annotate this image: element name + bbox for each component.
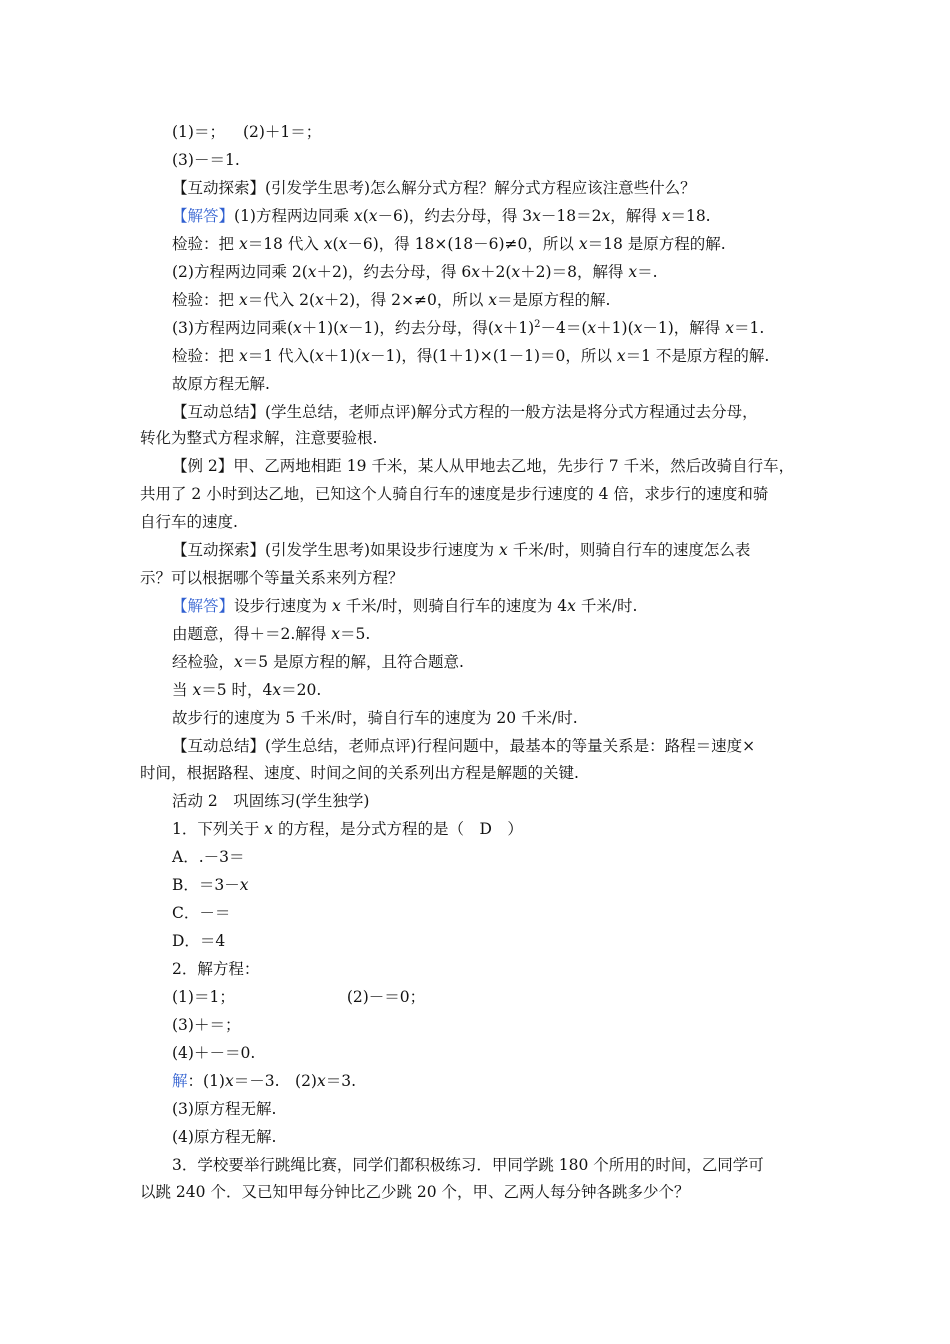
text: ＝5 时，4 <box>201 681 273 699</box>
text: ＝5 是原方程的解，且符合题意. <box>242 653 464 671</box>
exercise-line-1-2 <box>172 122 321 142</box>
var: x <box>471 263 480 281</box>
text: (1)＝； <box>172 123 225 141</box>
var: x <box>331 597 341 615</box>
var: x <box>353 207 363 225</box>
var: x <box>272 681 282 699</box>
text: 【互动探索】(引发学生思考)如果设步行速度为 <box>172 541 500 559</box>
question-1 <box>172 819 523 839</box>
text: ＝18 是原方程的解. <box>587 235 726 253</box>
answer-line-1 <box>172 206 711 226</box>
answer-line-4 <box>172 290 610 310</box>
text: ＝3. <box>325 1072 357 1090</box>
answer-tag: 【解答】 <box>172 597 235 615</box>
text: 经检验， <box>172 653 235 671</box>
var: x <box>238 291 248 309</box>
answer-line-7: 故原方程无解. <box>172 375 270 393</box>
text: ＝1. <box>733 319 765 337</box>
text: (2)＋1＝； <box>242 123 322 141</box>
text: ＝是原方程的解. <box>497 291 611 309</box>
text: 检验：把 <box>172 235 239 253</box>
explore-question-1: 【互动探索】(引发学生思考)怎么解分式方程？解分式方程应该注意些什么？ <box>172 179 696 197</box>
var: x <box>234 653 243 671</box>
text: ＝18. <box>670 207 711 225</box>
answer-2-line-2 <box>172 624 370 644</box>
var: x <box>725 319 734 337</box>
text: ＝5. <box>339 625 371 643</box>
text: －1)，得(1＋1)×(1－1)＝0，所以 <box>370 347 617 365</box>
activity-2-heading: 活动 2 巩固练习(学生独学) <box>172 792 370 810</box>
solution-line-1 <box>172 1071 356 1091</box>
question-3-line-1: 3．学校要举行跳绳比赛，同学们都积极练习．甲同学跳 180 个所用的时间，乙同学可 <box>172 1156 764 1174</box>
var: x <box>224 1072 234 1090</box>
var: x <box>532 207 541 225</box>
text: ( <box>332 235 339 253</box>
question-2-part-3: (3)＋＝； <box>172 1016 241 1034</box>
var: x <box>616 347 626 365</box>
text: 由题意，得＋＝2.解得 <box>172 625 332 643</box>
summary-1-line-2: 转化为整式方程求解，注意要验根. <box>140 429 378 447</box>
text: ＋2)，得 2×≠0，所以 <box>323 291 489 309</box>
exercise-line-3: (3)－＝1. <box>172 151 240 169</box>
var: x <box>368 207 378 225</box>
text: －4＝( <box>540 319 588 337</box>
text: (3)方程两边同乘( <box>172 319 294 337</box>
text: ＝代入 2( <box>247 291 316 309</box>
var: x <box>633 319 643 337</box>
text: 千米/时，则骑自行车的速度怎么表 <box>507 541 751 559</box>
var: x <box>315 347 324 365</box>
var: x <box>239 876 249 894</box>
answer-2-line-1 <box>172 596 637 616</box>
text: 当 <box>172 681 193 699</box>
var: x <box>293 319 302 337</box>
var: x <box>361 347 370 365</box>
var: x <box>316 1072 326 1090</box>
answer-line-5 <box>172 318 764 338</box>
text: 的方程，是分式方程的是（ D ） <box>273 820 523 838</box>
option-b <box>172 875 249 895</box>
text: ＝1 代入( <box>247 347 316 365</box>
text: －6)，得 18×(18－6)≠0，所以 <box>347 235 579 253</box>
answer-2-line-5: 故步行的速度为 5 千米/时，骑自行车的速度为 20 千米/时. <box>172 709 578 727</box>
answer-line-6 <box>172 346 769 366</box>
text: ( <box>362 207 369 225</box>
option-a: A．.－3＝ <box>172 848 245 866</box>
text: 设步行速度为 <box>234 597 332 615</box>
solution-line-2: (3)原方程无解. <box>172 1100 277 1118</box>
text: ＋1) <box>502 319 535 337</box>
var: x <box>493 319 503 337</box>
var: x <box>628 263 638 281</box>
var: x <box>499 541 508 559</box>
var: x <box>578 235 588 253</box>
var: x <box>192 681 202 699</box>
question-2-parts-1-2 <box>172 987 425 1007</box>
text: B．＝3－ <box>172 876 240 894</box>
var: x <box>323 235 333 253</box>
exponent: 2 <box>534 318 541 330</box>
text: 千米/时，则骑自行车的速度为 4 <box>340 597 568 615</box>
question-3-line-2: 以跳 240 个．又已知甲每分钟比乙少跳 20 个，甲、乙两人每分钟各跳多少个？ <box>140 1183 690 1201</box>
explore-question-2-line-2: 示？可以根据哪个等量关系来列方程？ <box>140 569 404 587</box>
option-c: C．－＝ <box>172 904 231 922</box>
text: ＋2)＝8，解得 <box>520 263 629 281</box>
example-2-line-3: 自行车的速度. <box>140 513 238 531</box>
var: x <box>331 625 340 643</box>
text: －18＝2 <box>540 207 602 225</box>
text: ，解得 <box>610 207 662 225</box>
text: ＋1)( <box>323 347 362 365</box>
question-2: 2．解方程： <box>172 960 260 978</box>
text: ＝20. <box>281 681 322 699</box>
solution-line-3: (4)原方程无解. <box>172 1128 277 1146</box>
text: ＋1)( <box>301 319 340 337</box>
var: x <box>567 597 576 615</box>
text: ＝－3. (2) <box>233 1072 317 1090</box>
var: x <box>511 263 521 281</box>
var: x <box>307 263 317 281</box>
option-d: D．＝4 <box>172 932 226 950</box>
text: (2)－＝0； <box>346 988 426 1006</box>
text: ＝1 不是原方程的解. <box>625 347 770 365</box>
text: －1)，解得 <box>642 319 726 337</box>
text: (2)方程两边同乘 2( <box>172 263 308 281</box>
text: ＋1)( <box>596 319 634 337</box>
var: x <box>315 291 324 309</box>
text: ＝18 代入 <box>247 235 324 253</box>
text: ＋2( <box>480 263 512 281</box>
answer-line-3 <box>172 262 658 282</box>
var: x <box>661 207 671 225</box>
text: 检验：把 <box>172 347 239 365</box>
summary-2-line-1: 【互动总结】(学生总结，老师点评)行程问题中，最基本的等量关系是：路程＝速度× <box>172 737 756 755</box>
text: (1)方程两边同乘 <box>234 207 354 225</box>
text: 1．下列关于 <box>172 820 265 838</box>
question-2-part-4: (4)＋－＝0. <box>172 1044 256 1062</box>
solution-tag: 解 <box>172 1072 188 1090</box>
answer-2-line-3 <box>172 652 464 672</box>
summary-1-line-1: 【互动总结】(学生总结，老师点评)解分式方程的一般方法是将分式方程通过去分母， <box>172 403 758 421</box>
text: ＝. <box>637 263 658 281</box>
text: 千米/时. <box>575 597 638 615</box>
summary-2-line-2: 时间，根据路程、速度、时间之间的关系列出方程是解题的关键. <box>140 764 579 782</box>
var: x <box>339 319 348 337</box>
text: －6)，约去分母，得 3 <box>377 207 533 225</box>
text: ：(1) <box>187 1072 225 1090</box>
explore-question-2-line-1 <box>172 540 750 560</box>
var: x <box>238 235 248 253</box>
var: x <box>264 820 274 838</box>
text: ＋2)，约去分母，得 6 <box>316 263 472 281</box>
example-2-line-1: 【例 2】甲、乙两地相距 19 千米，某人从甲地去乙地，先步行 7 千米，然后改骑自行车， <box>172 457 795 475</box>
var: x <box>587 319 597 337</box>
text: －1)，约去分母，得( <box>347 319 494 337</box>
answer-tag: 【解答】 <box>172 207 235 225</box>
answer-line-2 <box>172 234 726 254</box>
answer-2-line-4 <box>172 680 321 700</box>
var: x <box>488 291 497 309</box>
text: 检验：把 <box>172 291 239 309</box>
var: x <box>338 235 348 253</box>
var: x <box>238 347 248 365</box>
var: x <box>601 207 611 225</box>
text: (1)＝1； <box>172 988 235 1006</box>
example-2-line-2: 共用了 2 小时到达乙地，已知这个人骑自行车的速度是步行速度的 4 倍，求步行的速度和骑 <box>140 485 769 503</box>
